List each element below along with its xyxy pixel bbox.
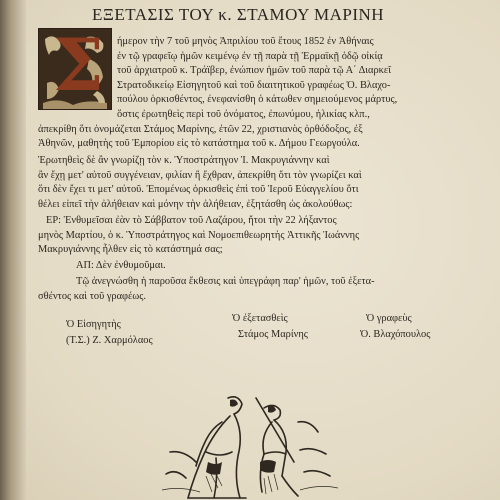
opening-paragraph-continued <box>38 108 490 152</box>
woodcut-illustration <box>160 392 340 500</box>
text-line: πούλου ὁρκισθέντος, ἐνεφανίσθη ὁ κάτωθεν σημειούμενος μάρτυς, <box>117 94 398 106</box>
drop-cap-letter: Σ <box>53 22 104 107</box>
opening-paragraph <box>117 35 487 108</box>
text-line: ὅτι δὲν ἔχει τι μετ' αὐτοῦ. Ἐπομένως ὁρκισθεὶς ἐπὶ τοῦ Ἱεροῦ Εὐαγγελίου ὅτι <box>38 184 359 196</box>
text-line: σθέντος καὶ τοῦ γραφέως. <box>38 290 146 302</box>
signature-mid-role: Ὁ ἐξετασθεὶς <box>232 313 288 324</box>
signature-right-role: Ὁ γραφεὺς <box>366 313 412 324</box>
signature-right-name: Ὁ. Βλαχόπουλος <box>360 329 431 340</box>
answer-block <box>38 259 490 274</box>
text-line: μηνὸς Μαρτίου, ὁ κ. Ὑποστράτηγος καὶ Νομοεπιθεωρητὴς Ἀττικῆς Ἰωάννης <box>38 229 360 241</box>
text-line: ΕΡ: Ἐνθυμεῖσαι ἐὰν τὸ Σάββατον τοῦ Λαζάρου, ἤτοι τὴν 22 λήξαντος <box>46 215 337 226</box>
second-paragraph <box>38 154 490 212</box>
signature-left-name: (Τ.Σ.) Ζ. Χαρμόλαος <box>66 335 153 346</box>
text-line: ἐν τῷ γραφεῖῳ ἡμῶν κειμένῳ ἐν τῇ παρὰ τῇ Ἐρμαϊκῇ ὁδῷ οἰκίᾳ <box>117 50 383 62</box>
text-line: Ἀθηνῶν, μαθητὴς τοῦ Ἐμπορίου εἰς τὸ κατάστημα τοῦ κ. Δήμου Γεωργούλα. <box>38 138 360 150</box>
drop-cap-ornament <box>38 22 112 110</box>
text-line: ΑΠ: Δὲν ἐνθυμοῦμαι. <box>76 260 166 271</box>
text-line: Τῷ ἀνεγνώσθη ἡ παροῦσα ἔκθεσις καὶ ὑπεγράφη παρ' ἡμῶν, τοῦ ἐξετα- <box>76 276 375 287</box>
text-line: θέλει εἰπεῖ τὴν ἀλήθειαν καὶ μόνην τὴν ἀλήθειαν, ἐξητάσθη ὡς ἀκολούθως: <box>38 198 353 210</box>
text-line: Ἐρωτηθεὶς δὲ ἂν γνωρίζῃ τὸν κ. Ὑποστράτηγον Ἰ. Μακρυγιάννην καὶ <box>38 155 330 166</box>
book-gutter <box>0 0 26 500</box>
text-line: ἀπεκρίθη ὅτι ὀνομάζεται Στάμος Μαρίνης, ἐτῶν 22, χριστιανὸς ὀρθόδοξος, ἐξ <box>38 123 363 135</box>
closing-paragraph <box>38 275 490 304</box>
text-line: ήμερον τὴν 7 τοῦ μηνὸς Ἀπριλίου τοῦ ἔτους 1852 ἐν Ἀθήναις <box>117 36 374 47</box>
page-title: ΕΞΕΤΑΣΙΣ ΤΟΥ κ. ΣΤΑΜΟΥ ΜΑΡΙΝΗ <box>92 5 385 24</box>
text-line: ὅστις ἐρωτηθεὶς περὶ τοῦ ὀνόματος, ἐπωνύμου, ἡλικίας κλπ., <box>117 109 370 120</box>
question-block <box>38 214 490 258</box>
text-line: ἂν ἔχῃ μετ' αὐτοῦ συγγένειαν, φιλίαν ἢ ἔχθραν, ἀπεκρίθη ὅτι τὸν γνωρίζει καὶ <box>38 169 362 181</box>
text-line: τοῦ ἀρχιατροῦ κ. Τράϊβερ, ἐνώπιον ἡμῶν τοῦ παρὰ τῷ Α΄ Διαρκεῖ <box>117 65 392 77</box>
text-line: Μακρυγιάννης ἦλθεν εἰς τὸ κατάστημά σας; <box>38 244 223 256</box>
signature-left-role: Ὁ Εἰσηγητὴς <box>66 319 121 330</box>
signature-mid-name: Στάμος Μαρίνης <box>238 329 308 340</box>
text-line: Στρατοδικείῳ Εἰσηγητοῦ καὶ τοῦ διαιτητικοῦ γραφέως Ὁ. Βλαχο- <box>117 79 391 91</box>
